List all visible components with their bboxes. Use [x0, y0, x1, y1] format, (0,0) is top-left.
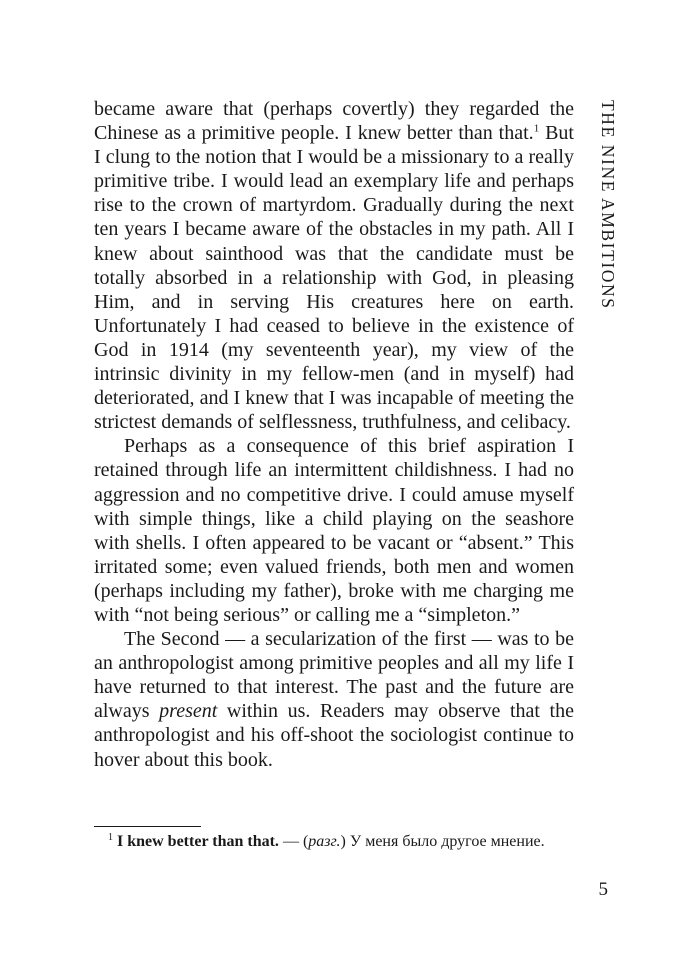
page-number: 5: [598, 879, 608, 900]
paragraph-text: became aware that (perhaps covertly) they regarded the Chinese as a primitive people. I knew better than that.: [94, 98, 574, 145]
emphasis: present: [159, 700, 218, 723]
paragraph-text: But I clung to the notion that I would be a missionary to a really primitive tribe. I would lead an exemplary life and perhaps rise to the crown of martyrdom. Gradually during the next ten years I became aware of the obstacles in my path. All I knew about sainthood was that the candidate must be totally absorbed in a relationship with God, in pleasing Him, and in serving His creatures here on earth. Unfortunately I had ceased to believe in the existence of God in 1914 (my seventeenth year), my view of the intrinsic divinity in my fellow-men (and in myself) had deteriorated, and I knew that I was incapable of meeting the strictest demands of selflessness, truthfulness, and celibacy.: [94, 122, 574, 434]
footnote-term: I knew better than that.: [117, 833, 279, 850]
footnote-dash: — (: [278, 833, 309, 850]
paragraph-text: The Second — a secularization of the first — was to be an anthropologist among primitive peoples and all my life I have returned to that interest. The past and the future are always: [94, 628, 574, 723]
footnote-mark: 1: [108, 831, 113, 843]
main-text: [94, 97, 574, 772]
paragraph: [94, 97, 574, 434]
running-head: THE NINE AMBITIONS: [598, 100, 618, 310]
paragraph-text: within us. Readers may observe that the anthropologist and his off-shoot the sociologist continue to hover about this book.: [94, 700, 574, 771]
footnote: [94, 831, 574, 853]
footnote-rule: [94, 826, 201, 827]
paragraph: Perhaps as a consequence of this brief aspiration I retained through life an intermittent childishness. I had no aggression and no competitive drive. I could amuse myself with simple things, like a child playing on the seashore with shells. I often appeared to be vacant or “absent.” This irritated some; even valued friends, both men and women (perhaps including my father), broke with me charging me with “not being serious” or calling me a “simpleton.”: [94, 435, 574, 626]
footnote-abbreviation: разг.: [308, 833, 341, 850]
footnote-gloss: ) У меня было другое мнение.: [340, 833, 545, 850]
footnote-reference: 1: [533, 122, 540, 135]
paragraph: [94, 627, 574, 772]
